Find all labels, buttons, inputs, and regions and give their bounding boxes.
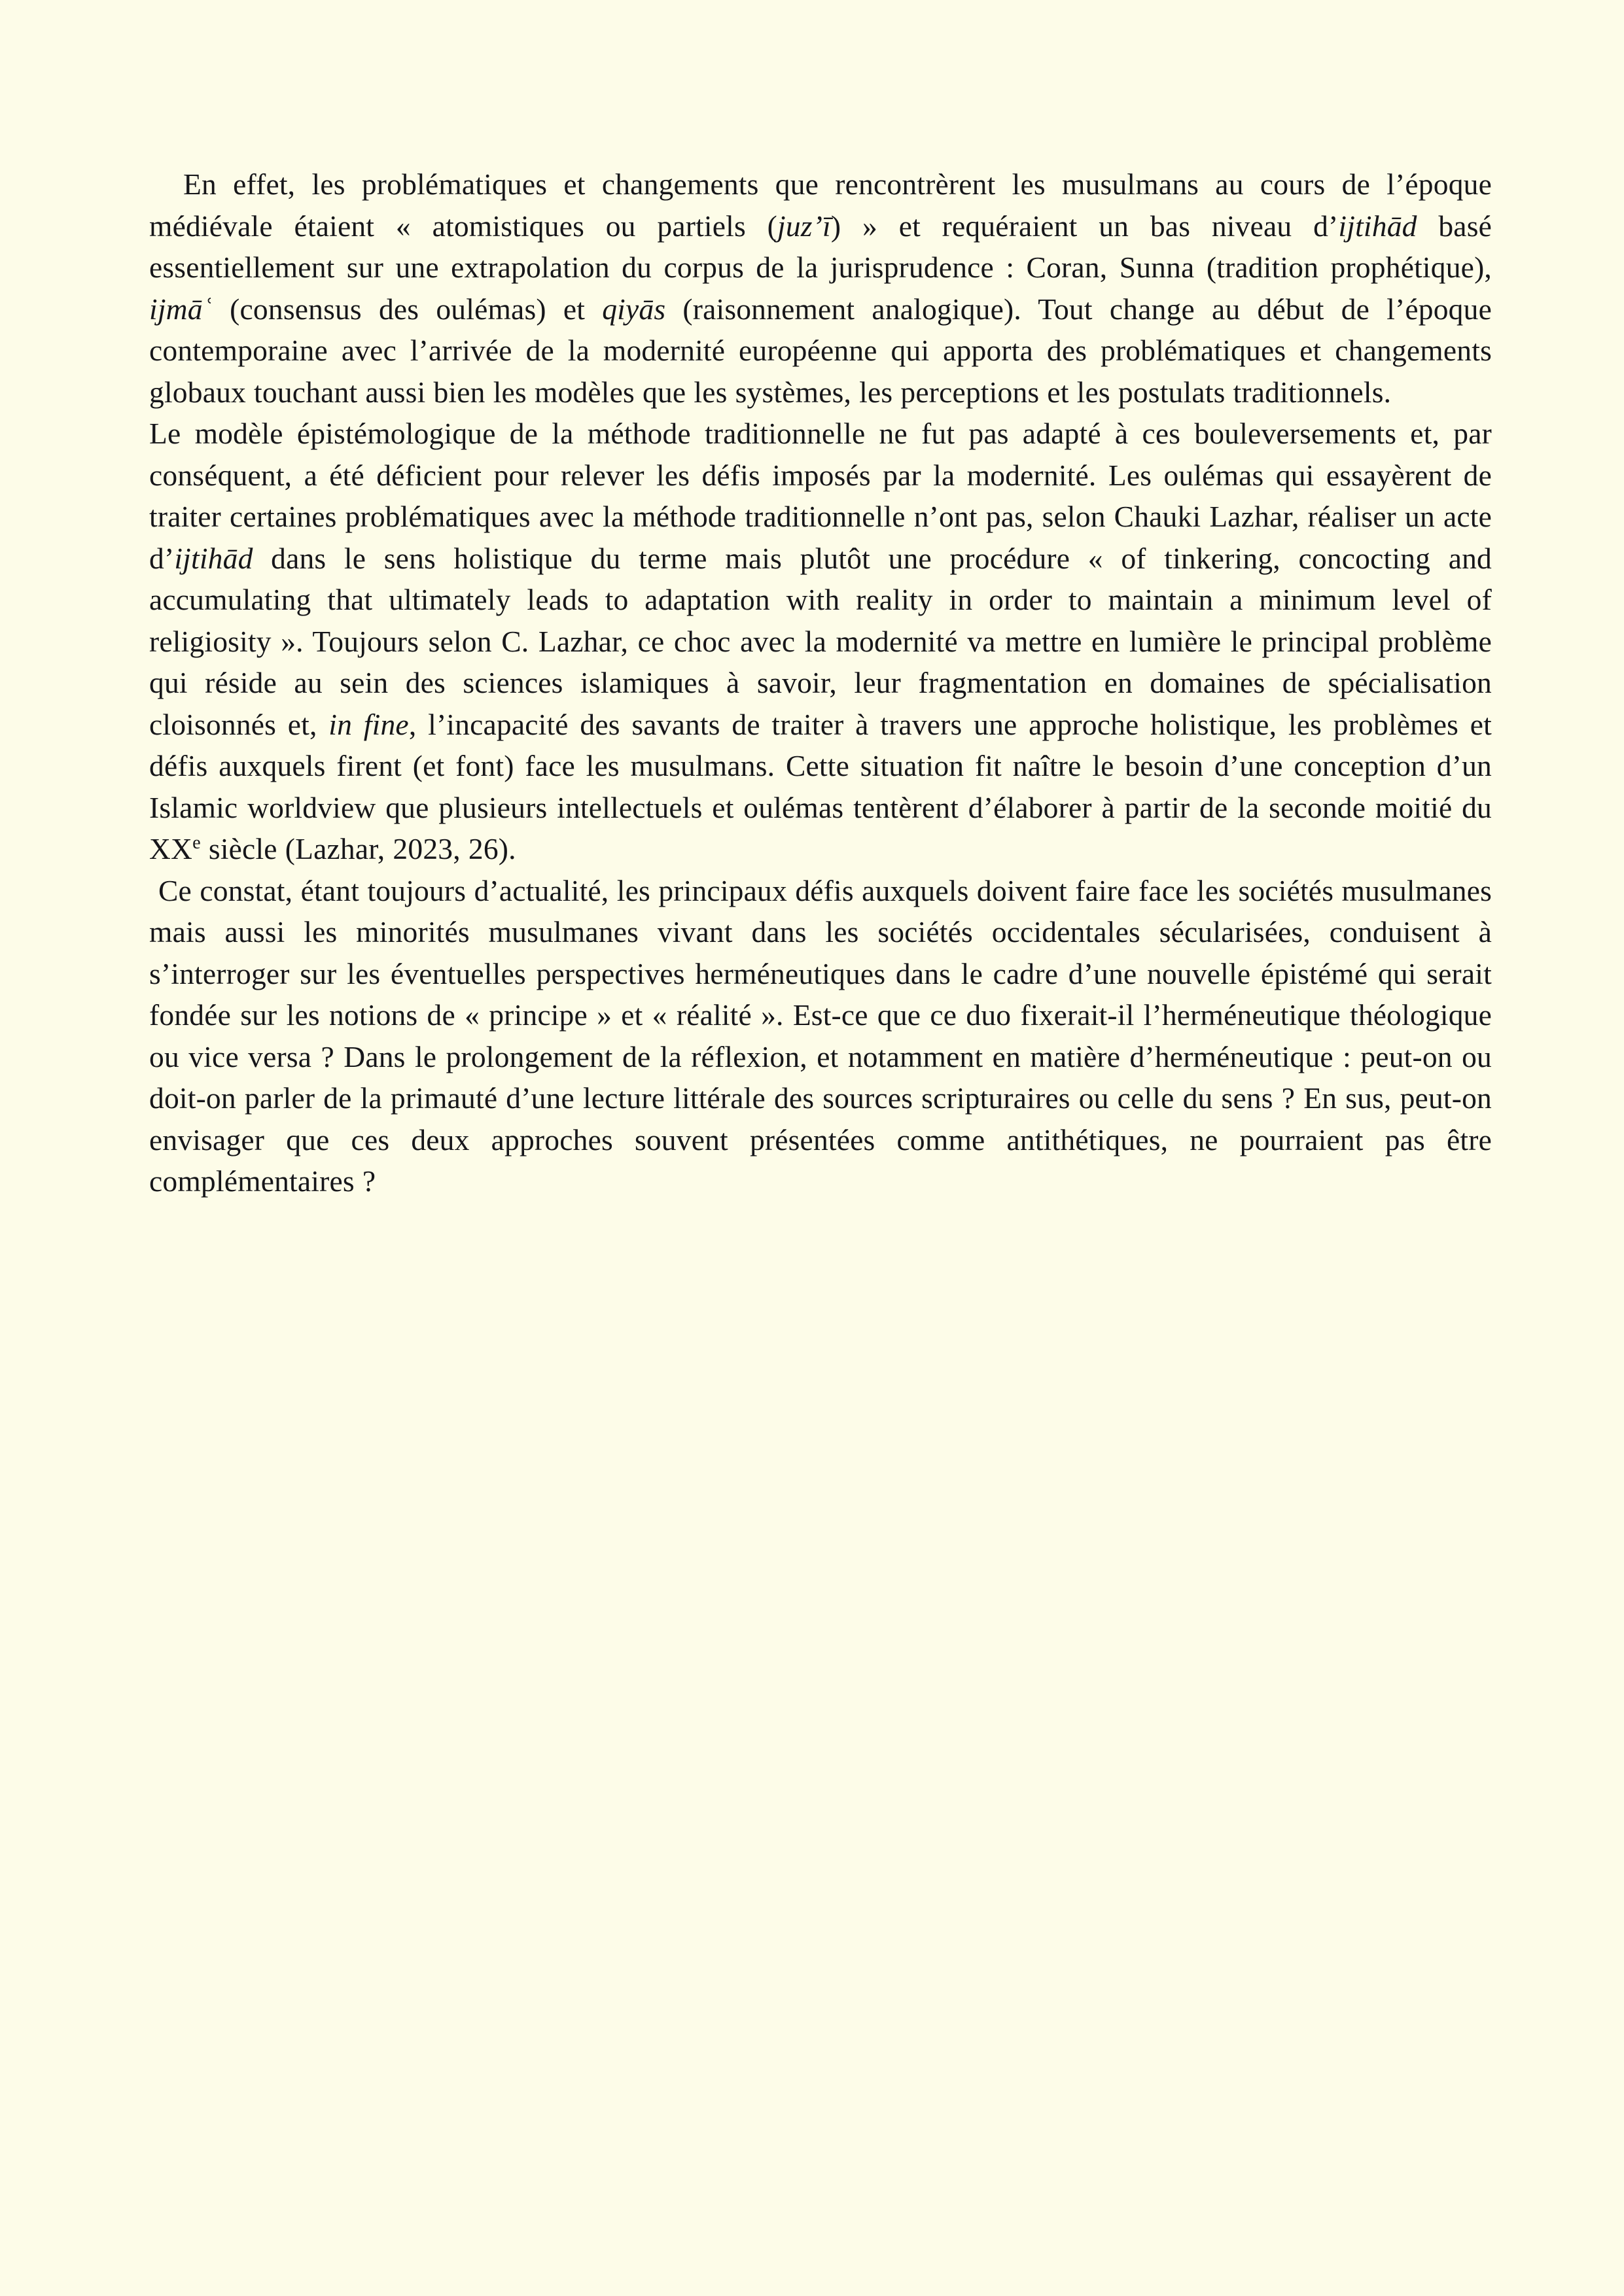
ordinal-suffix: e xyxy=(192,832,201,853)
paragraph-2 xyxy=(149,413,1492,870)
text-run: ) » et requéraient un bas niveau d’ xyxy=(830,209,1339,243)
text-run: dans le sens holistique du terme mais plutôt une procédure « of tinkering, concocting and accumulating that ultimately leads to adaptation with reality in order to maintain a minimum level of religiosity ». Toujours selon C. Lazhar, ce choc avec la modernité va mettre en lumière le principal problème qui réside au sein des sciences islamiques à savoir, leur fragmentation en domaines de spécialisation cloisonnés et, xyxy=(149,541,1492,741)
text-run: Ce constat, étant toujours d’actualité, les principaux défis auxquels doivent faire face les sociétés musulmanes mais aussi les minorités musulmanes vivant dans les sociétés occidentales sécularisées, conduisent à s’interroger sur les éventuelles perspectives herméneutiques dans le cadre d’une nouvelle épistémé qui serait fondée sur les notions de « principe » et « réalité ». Est-ce que ce duo fixerait-il l’herméneutique théologique ou vice versa ? Dans le prolongement de la réflexion, et notamment en matière d’herméneutique : peut-on ou doit-on parler de la primauté d’une lecture littérale des sources scripturaires ou celle du sens ? En sus, peut-on envisager que ces deux approches souvent présentées comme antithétiques, ne pourraient pas être complémentaires ? xyxy=(149,873,1492,1198)
text-run: , l’incapacité des savants de traiter à travers une approche holistique, les problèmes et défis auxquels firent (et font) face les musulmans. Cette situation fit naître le besoin d’une conception d’un Islamic worldview que plusieurs intellectuels et oulémas tentèrent d’élaborer à partir de la seconde moitié du XX xyxy=(149,707,1492,865)
text-run: (raisonnement analogique). Tout change au début de l’époque contemporaine avec l’arrivée de la modernité européenne qui apporta des problématiques et changements globaux touchant aussi bien les modèles que les systèmes, les perceptions et les postulats traditionnels. xyxy=(149,292,1492,409)
transliterated-term: juz’ī xyxy=(777,209,831,243)
transliterated-term: in fine xyxy=(328,707,409,741)
paragraph-1 xyxy=(149,164,1492,413)
transliterated-term: ijtihād xyxy=(1338,209,1417,243)
text-run: basé essentiellement sur une extrapolation du corpus de la jurisprudence : Coran, Sunna (tradition prophétique), xyxy=(149,209,1492,284)
paragraph-3 xyxy=(149,870,1492,1202)
text-run: En effet, les problématiques et changements que rencontrèrent les musulmans au cours de l’époque médiévale étaient « atomistiques ou partiels ( xyxy=(149,167,1492,243)
transliterated-term: ijmāʿ xyxy=(149,292,213,326)
text-body xyxy=(149,164,1492,1202)
text-run: (consensus des oulémas) et xyxy=(213,292,603,326)
transliterated-term: qiyās xyxy=(602,292,666,326)
text-run: siècle (Lazhar, 2023, 26). xyxy=(200,832,516,865)
text-run: Le modèle épistémologique de la méthode traditionnelle ne fut pas adapté à ces bouleversements et, par conséquent, a été déficient pour relever les défis imposés par la modernité. Les oulémas qui essayèrent de traiter certaines problématiques avec la méthode traditionnelle n’ont pas, selon Chauki Lazhar, réaliser un acte d’ xyxy=(149,417,1492,575)
transliterated-term: ijtihād xyxy=(174,541,253,575)
